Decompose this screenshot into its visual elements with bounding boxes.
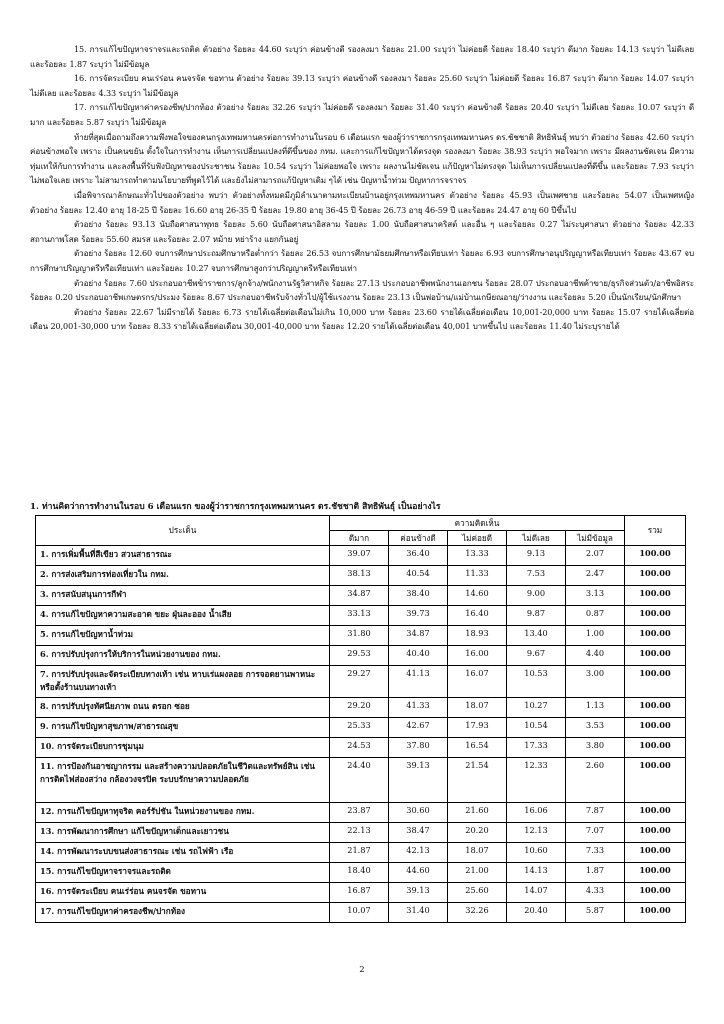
row-value: 10.07	[330, 903, 389, 923]
header-col-not-so-good: ไม่ค่อยดี	[448, 531, 507, 546]
table-title: 1. ท่านคิดว่าการทำงานในรอบ 6 เดือนแรก ของผู้ว่าราชการกรุงเทพมหานคร ดร.ชัชชาติ สิทธิพันธุ์ เป็นอย่างไร	[30, 502, 441, 512]
row-value: 7.33	[566, 843, 625, 863]
row-issue: 15. การแก้ไขปัญหาจราจรและรถติด	[36, 863, 330, 883]
table-row	[36, 758, 686, 803]
row-issue: 12. การแก้ไขปัญหาทุจริต คอร์รัปชัน ในหน่วยงานของ กทม.	[36, 803, 330, 823]
row-issue: 13. การพัฒนาการศึกษา แก้ไขปัญหาเด็กและเยาวชน	[36, 823, 330, 843]
row-value: 3.53	[566, 718, 625, 738]
row-total: 100.00	[625, 546, 686, 566]
table-body	[36, 546, 686, 923]
row-value: 7.53	[507, 566, 566, 586]
row-value: 38.40	[389, 586, 448, 606]
row-issue: 9. การแก้ไขปัญหาสุขภาพ/สาธารณสุข	[36, 718, 330, 738]
row-issue: 6. การปรับปรุงการให้บริการในหน่วยงานของ กทม.	[36, 646, 330, 666]
table-row	[36, 803, 686, 823]
row-total: 100.00	[625, 586, 686, 606]
row-value: 29.53	[330, 646, 389, 666]
row-value: 10.27	[507, 698, 566, 718]
row-total: 100.00	[625, 803, 686, 823]
row-total: 100.00	[625, 843, 686, 863]
table-row	[36, 738, 686, 758]
table-row	[36, 666, 686, 698]
row-issue: 11. การป้องกันอาชญากรรม และสร้างความปลอดภัยในชีวิตและทรัพย์สิน เช่น การติดไฟส่องสว่าง กล้องวงจรปิด ระบบรักษาความปลอดภัย	[36, 758, 330, 803]
row-issue: 10. การจัดระเบียบการชุมนุม	[36, 738, 330, 758]
row-value: 12.13	[507, 823, 566, 843]
row-total: 100.00	[625, 698, 686, 718]
header-col-very-good: ดีมาก	[330, 531, 389, 546]
row-issue: 8. การปรับปรุงทัศนียภาพ ถนน ตรอก ซอย	[36, 698, 330, 718]
row-value: 41.33	[389, 698, 448, 718]
paragraph-17: 17. การแก้ไขปัญหาค่าครองชีพ/ปากท้อง ตัวอย่าง ร้อยละ 32.26 ระบุว่า ไม่ค่อยดี รองลงมา ร้อยละ 31.40 ระบุว่า ค่อนข้างดี ร้อยละ 20.40 ระบุว่า ไม่ดีเลย ร้อยละ 10.07 ระบุว่า ดีมาก และร้อยละ 5.87 ระบุว่า ไม่มีข้อมูล	[30, 102, 694, 127]
row-value: 22.13	[330, 823, 389, 843]
row-issue: 1. การเพิ่มพื้นที่สีเขียว สวนสาธารณะ	[36, 546, 330, 566]
row-value: 37.80	[389, 738, 448, 758]
row-value: 20.20	[448, 823, 507, 843]
table-row	[36, 646, 686, 666]
paragraph-demographics-education: ตัวอย่าง ร้อยละ 12.60 จบการศึกษาประถมศึกษาหรือต่ำกว่า ร้อยละ 26.53 จบการศึกษามัธยมศึกษาหรือเทียบเท่า ร้อยละ 6.93 จบการศึกษาอนุปริญญาหรือเทียบเท่า ร้อยละ 43.67 จบการศึกษาปริญญาตรีหรือเทียบเท่า และร้อยละ 10.27 จบการศึกษาสูงกว่าปริญญาตรีหรือเทียบเท่า	[30, 248, 694, 273]
row-value: 39.73	[389, 606, 448, 626]
row-value: 30.60	[389, 803, 448, 823]
row-total: 100.00	[625, 566, 686, 586]
row-value: 12.33	[507, 758, 566, 803]
row-total: 100.00	[625, 738, 686, 758]
row-value: 17.33	[507, 738, 566, 758]
row-value: 10.53	[507, 666, 566, 698]
row-value: 2.07	[566, 546, 625, 566]
paragraph-demographics-occupation: ตัวอย่าง ร้อยละ 7.60 ประกอบอาชีพข้าราชการ/ลูกจ้าง/พนักงานรัฐวิสาหกิจ ร้อยละ 27.13 ประกอบอาชีพพนักงานเอกชน ร้อยละ 28.07 ประกอบอาชีพค้าขาย/ธุรกิจส่วนตัว/อาชีพอิสระ ร้อยละ 0.20 ประกอบอาชีพเกษตรกร/ประมง ร้อยละ 8.67 ประกอบอาชีพรับจ้างทั่วไป/ผู้ใช้แรงงาน ร้อยละ 23.13 เป็นพ่อบ้าน/แม่บ้านเกษียณอายุ/ว่างงาน และร้อยละ 5.20 เป็นนักเรียน/นักศึกษา	[30, 277, 694, 303]
row-value: 23.87	[330, 803, 389, 823]
row-issue: 16. การจัดระเบียบ คนเร่ร่อน คนจรจัด ขอทาน	[36, 883, 330, 903]
table-row	[36, 903, 686, 923]
row-value: 25.60	[448, 883, 507, 903]
row-total: 100.00	[625, 646, 686, 666]
row-total: 100.00	[625, 666, 686, 698]
header-issue: ประเด็น	[36, 516, 330, 546]
row-total: 100.00	[625, 883, 686, 903]
row-value: 16.00	[448, 646, 507, 666]
table-row	[36, 698, 686, 718]
row-value: 18.07	[448, 698, 507, 718]
row-value: 13.33	[448, 546, 507, 566]
row-issue: 4. การแก้ไขปัญหาความสะอาด ขยะ ฝุ่นละออง น้ำเสีย	[36, 606, 330, 626]
row-value: 9.87	[507, 606, 566, 626]
row-value: 18.07	[448, 843, 507, 863]
table-row	[36, 883, 686, 903]
row-value: 40.40	[389, 646, 448, 666]
row-total: 100.00	[625, 863, 686, 883]
row-total: 100.00	[625, 903, 686, 923]
header-col-fairly-good: ค่อนข้างดี	[389, 531, 448, 546]
row-value: 29.20	[330, 698, 389, 718]
header-total: รวม	[625, 516, 686, 546]
row-value: 41.13	[389, 666, 448, 698]
row-value: 13.40	[507, 626, 566, 646]
row-value: 42.13	[389, 843, 448, 863]
table-row	[36, 566, 686, 586]
row-value: 34.87	[330, 586, 389, 606]
header-opinion-group: ความคิดเห็น	[330, 516, 625, 531]
row-issue: 7. การปรับปรุงและจัดระเบียบทางเท้า เช่น หาบเร่แผงลอย การจอดยานพาหนะหรือตั้งร้านบนทางเท้า	[36, 666, 330, 698]
row-total: 100.00	[625, 606, 686, 626]
row-value: 21.60	[448, 803, 507, 823]
row-value: 4.40	[566, 646, 625, 666]
row-value: 0.87	[566, 606, 625, 626]
row-value: 34.87	[389, 626, 448, 646]
row-issue: 3. การสนับสนุนการกีฬา	[36, 586, 330, 606]
row-total: 100.00	[625, 758, 686, 803]
paragraph-demographics-religion: ตัวอย่าง ร้อยละ 93.13 นับถือศาสนาพุทธ ร้อยละ 5.60 นับถือศาสนาอิสลาม ร้อยละ 1.00 นับถือศาสนาคริสต์ และอื่น ๆ และร้อยละ 0.27 ไม่ระบุศาสนา ตัวอย่าง ร้อยละ 42.33 สถานภาพโสด ร้อยละ 55.60 สมรส และร้อยละ 2.07 หม้าย หย่าร้าง แยกกันอยู่	[30, 219, 694, 244]
row-value: 31.80	[330, 626, 389, 646]
row-value: 18.40	[330, 863, 389, 883]
header-col-not-good: ไม่ดีเลย	[507, 531, 566, 546]
row-value: 3.00	[566, 666, 625, 698]
row-value: 2.60	[566, 758, 625, 803]
row-value: 1.87	[566, 863, 625, 883]
table-row	[36, 546, 686, 566]
row-total: 100.00	[625, 626, 686, 646]
row-value: 10.54	[507, 718, 566, 738]
row-value: 11.33	[448, 566, 507, 586]
row-value: 3.80	[566, 738, 625, 758]
paragraph-demographics-income: ตัวอย่าง ร้อยละ 22.67 ไม่มีรายได้ ร้อยละ 6.73 รายได้เฉลี่ยต่อเดือนไม่เกิน 10,000 บาท ร้อยละ 23.60 รายได้เฉลี่ยต่อเดือน 10,001-20,000 บาท ร้อยละ 15.07 รายได้เฉลี่ยต่อเดือน 20,001-30,000 บาท ร้อยละ 8.33 รายได้เฉลี่ยต่อเดือน 30,001-40,000 บาท ร้อยละ 12.20 รายได้เฉลี่ยต่อเดือน 40,001 บาทขึ้นไป และร้อยละ 11.40 ไม่ระบุรายได้	[30, 306, 694, 332]
table-row	[36, 823, 686, 843]
row-value: 20.40	[507, 903, 566, 923]
paragraph-16: 16. การจัดระเบียบ คนเร่ร่อน คนจรจัด ขอทาน ตัวอย่าง ร้อยละ 39.13 ระบุว่า ค่อนข้างดี รองลงมา ร้อยละ 25.60 ระบุว่า ไม่ค่อยดี ร้อยละ 16.87 ระบุว่า ดีมาก ร้อยละ 14.07 ระบุว่า ไม่ดีเลย และร้อยละ 4.33 ระบุว่า ไม่มีข้อมูล	[30, 73, 694, 98]
row-value: 39.07	[330, 546, 389, 566]
row-value: 7.87	[566, 803, 625, 823]
row-value: 31.40	[389, 903, 448, 923]
row-value: 5.87	[566, 903, 625, 923]
row-value: 14.07	[507, 883, 566, 903]
row-value: 1.13	[566, 698, 625, 718]
row-value: 36.40	[389, 546, 448, 566]
row-value: 14.13	[507, 863, 566, 883]
row-issue: 14. การพัฒนาระบบขนส่งสาธารณะ เช่น รถไฟฟ้า เรือ	[36, 843, 330, 863]
row-value: 39.13	[389, 883, 448, 903]
row-value: 9.67	[507, 646, 566, 666]
row-issue: 5. การแก้ไขปัญหาน้ำท่วม	[36, 626, 330, 646]
paragraph-demographics-gender-age: เมื่อพิจารณาลักษณะทั่วไปของตัวอย่าง พบว่า ตัวอย่างทั้งหมดมีภูมิลำเนาตามทะเบียนบ้านอยู่กรุงเทพมหานคร ตัวอย่าง ร้อยละ 45.93 เป็นเพศชาย และร้อยละ 54.07 เป็นเพศหญิง ตัวอย่าง ร้อยละ 12.40 อายุ 18-25 ปี ร้อยละ 16.60 อายุ 26-35 ปี ร้อยละ 19.80 อายุ 36-45 ปี ร้อยละ 26.73 อายุ 46-59 ปี และร้อยละ 24.47 อายุ 60 ปีขึ้นไป	[30, 189, 694, 215]
row-value: 16.06	[507, 803, 566, 823]
row-value: 7.07	[566, 823, 625, 843]
row-value: 1.00	[566, 626, 625, 646]
table-row	[36, 863, 686, 883]
row-value: 16.40	[448, 606, 507, 626]
row-value: 16.07	[448, 666, 507, 698]
row-value: 42.67	[389, 718, 448, 738]
paragraph-satisfaction: ท้ายที่สุดเมื่อถามถึงความพึงพอใจของคนกรุงเทพมหานครต่อการทำงานในรอบ 6 เดือนแรก ของผู้ว่าราชการกรุงเทพมหานคร ดร.ชัชชาติ สิทธิพันธุ์ พบว่า ตัวอย่าง ร้อยละ 42.60 ระบุว่า ค่อนข้างพอใจ เพราะ เป็นคนขยัน ตั้งใจในการทำงาน เห็นการเปลี่ยนแปลงที่ดีขึ้นของ กทม. และการแก้ไขปัญหาได้ตรงจุด รองลงมา ร้อยละ 38.93 ระบุว่า พอใจมาก เพราะ มีผลงานชัดเจน มีความทุ่มเทให้กับการทำงาน และลงพื้นที่รับฟังปัญหาของประชาชน ร้อยละ 10.54 ระบุว่า ไม่ค่อยพอใจ เพราะ ผลงานไม่ชัดเจน แก้ปัญหาไม่ตรงจุด ไม่เห็นการเปลี่ยนแปลงที่ดีขึ้น และร้อยละ 7.93 ระบุว่า ไม่พอใจเลย เพราะ ไม่สามารถทำตามนโยบายที่พูดไว้ได้ และยังไม่สามารถแก้ปัญหาเดิม ๆได้ เช่น ปัญหาน้ำท่วม ปัญหาการจราจร	[30, 131, 694, 186]
paragraph-15: 15. การแก้ไขปัญหาจราจรและรถติด ตัวอย่าง ร้อยละ 44.60 ระบุว่า ค่อนข้างดี รองลงมา ร้อยละ 21.00 ระบุว่า ไม่ค่อยดี ร้อยละ 18.40 ระบุว่า ดีมาก ร้อยละ 14.13 ระบุว่า ไม่ดีเลย และร้อยละ 1.87 ระบุว่า ไม่มีข้อมูล	[30, 44, 694, 69]
row-value: 14.60	[448, 586, 507, 606]
row-total: 100.00	[625, 718, 686, 738]
row-issue: 17. การแก้ไขปัญหาค่าครองชีพ/ปากท้อง	[36, 903, 330, 923]
row-value: 38.13	[330, 566, 389, 586]
row-value: 16.54	[448, 738, 507, 758]
header-col-no-info: ไม่มีข้อมูล	[566, 531, 625, 546]
table-row	[36, 718, 686, 738]
table-row	[36, 843, 686, 863]
row-value: 29.27	[330, 666, 389, 698]
table-row	[36, 586, 686, 606]
body-text	[30, 42, 694, 334]
row-value: 9.13	[507, 546, 566, 566]
row-value: 39.13	[389, 758, 448, 803]
row-value: 24.53	[330, 738, 389, 758]
row-value: 21.54	[448, 758, 507, 803]
row-value: 24.40	[330, 758, 389, 803]
row-value: 17.93	[448, 718, 507, 738]
row-value: 21.87	[330, 843, 389, 863]
row-value: 40.54	[389, 566, 448, 586]
row-value: 3.13	[566, 586, 625, 606]
row-value: 9.00	[507, 586, 566, 606]
row-value: 4.33	[566, 883, 625, 903]
row-issue: 2. การส่งเสริมการท่องเที่ยวใน กทม.	[36, 566, 330, 586]
row-value: 32.26	[448, 903, 507, 923]
row-value: 33.13	[330, 606, 389, 626]
row-value: 21.00	[448, 863, 507, 883]
row-value: 16.87	[330, 883, 389, 903]
row-value: 10.60	[507, 843, 566, 863]
row-value: 38.47	[389, 823, 448, 843]
row-value: 44.60	[389, 863, 448, 883]
row-value: 2.47	[566, 566, 625, 586]
row-total: 100.00	[625, 823, 686, 843]
results-table	[35, 515, 686, 923]
table-row	[36, 626, 686, 646]
table-row	[36, 606, 686, 626]
row-value: 18.93	[448, 626, 507, 646]
row-value: 25.33	[330, 718, 389, 738]
page-number: 2	[359, 965, 365, 975]
